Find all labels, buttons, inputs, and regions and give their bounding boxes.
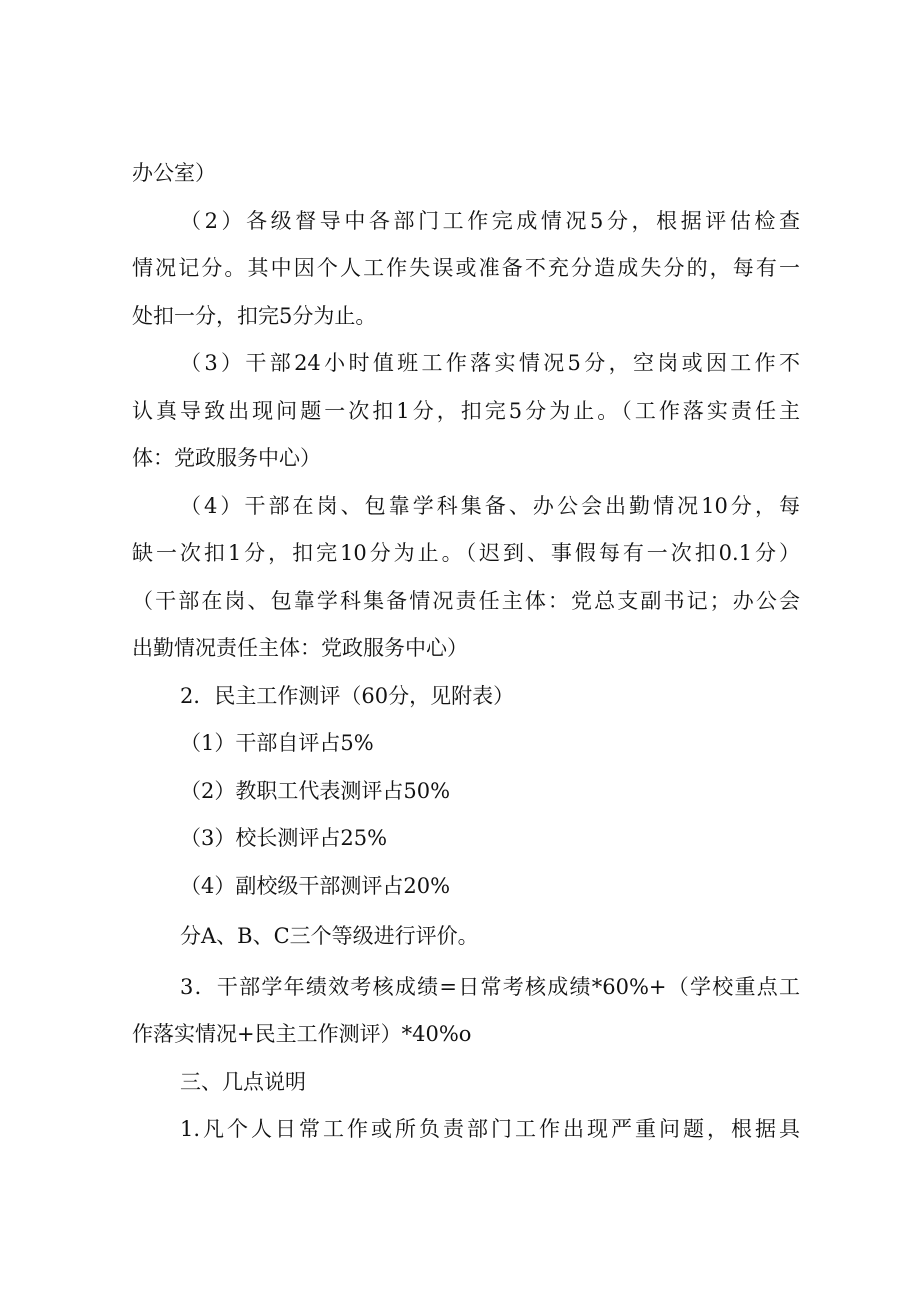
text-line: 分A、B、C三个等级进行评价。	[180, 924, 479, 948]
text-line: 处扣一分，扣完5分为止。	[132, 304, 377, 328]
list-item: （3）校长测评占25%	[180, 826, 388, 850]
text-line: （4）干部在岗、包靠学科集备、办公会出勤情况10分，每	[180, 494, 800, 518]
text-line: 办公室）	[132, 161, 216, 185]
text-line: 情况记分。其中因个人工作失误或准备不充分造成失分的，每有一	[132, 256, 800, 280]
section-heading: 3．干部学年绩效考核成绩=日常考核成绩*60%+（学校重点工	[180, 975, 800, 999]
section-heading: 三、几点说明	[180, 1070, 306, 1094]
text-line: 缺一次扣1分，扣完10分为止。（迟到、事假每有一次扣0.1分）	[132, 541, 800, 565]
text-line: 认真导致出现问题一次扣1分，扣完5分为止。（工作落实责任主	[132, 399, 800, 423]
list-item: （4）副校级干部测评占20%	[180, 874, 451, 898]
text-line: （3）干部24小时值班工作落实情况5分，空岗或因工作不	[180, 351, 800, 375]
list-item: （2）教职工代表测评占50%	[180, 779, 451, 803]
text-line: 作落实情况+民主工作测评）*40%o	[132, 1022, 472, 1046]
text-line: 1.凡个人日常工作或所负责部门工作出现严重问题，根据具	[180, 1117, 800, 1141]
list-item: （1）干部自评占5%	[180, 731, 374, 755]
text-line: （2）各级督导中各部门工作完成情况5分，根据评估检查	[180, 209, 800, 233]
text-line: （干部在岗、包靠学科集备情况责任主体：党总支副书记；办公会	[132, 589, 800, 613]
section-heading: 2．民主工作测评（60分，见附表）	[180, 684, 515, 708]
text-line: 出勤情况责任主体：党政服务中心）	[132, 636, 468, 660]
text-line: 体：党政服务中心）	[132, 446, 321, 470]
